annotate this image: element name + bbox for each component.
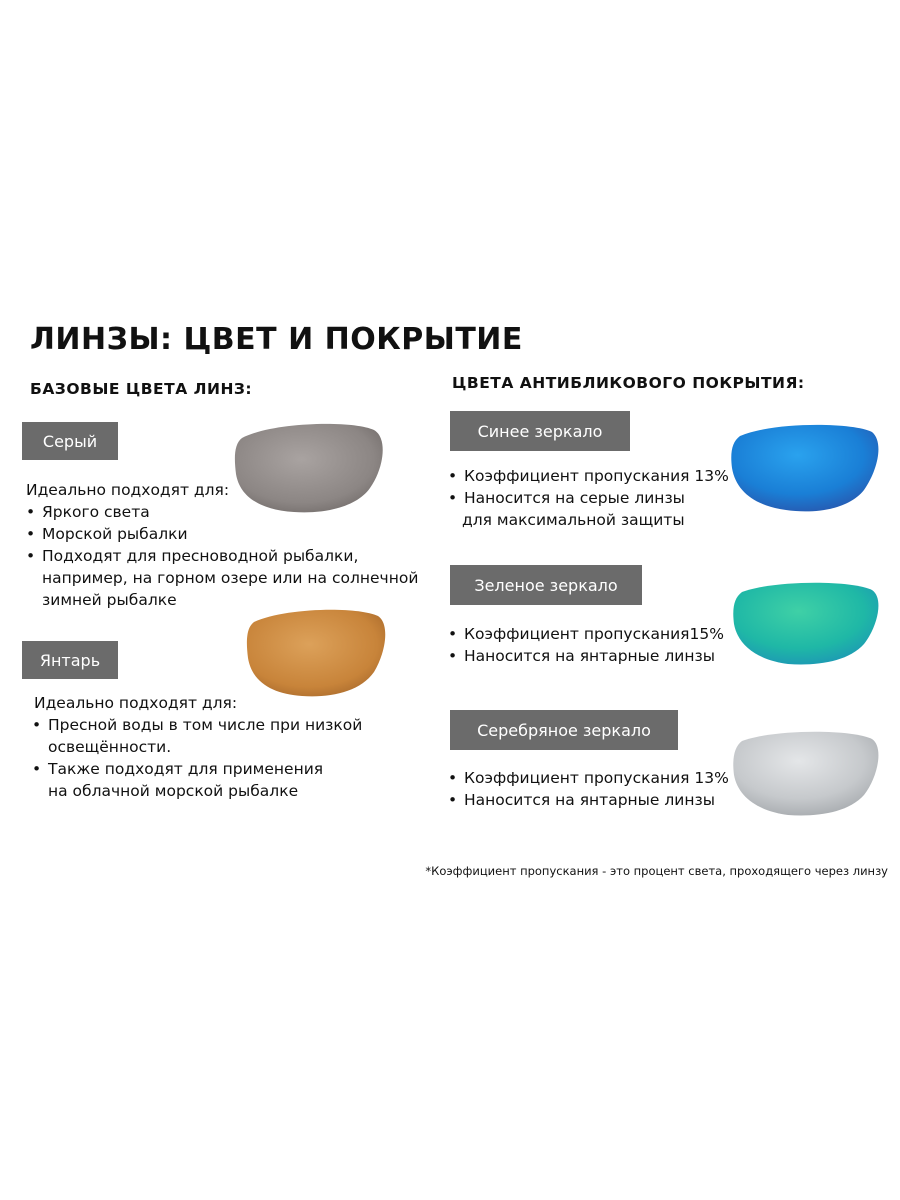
tag-amber: Янтарь — [22, 641, 118, 679]
silver-mirror-bullet-2: • Наносится на янтарные линзы — [446, 789, 729, 811]
grey-bullet-2: • Морской рыбалки — [24, 523, 358, 545]
silver-mirror-bullet-1: • Коэффициент пропускания 13% — [446, 767, 729, 789]
silver-mirror-bullet-list — [446, 767, 729, 811]
green-mirror-bullet-2: • Наносится на янтарные линзы — [446, 645, 724, 667]
amber-bullet-1: • Пресной воды в том числе при низкой — [30, 714, 362, 736]
tag-grey: Серый — [22, 422, 118, 460]
footnote: *Коэффициент пропускания - это процент света, проходящего через линзу — [425, 864, 888, 878]
blue-mirror-bullet-2: • Наносится на серые линзы — [446, 487, 729, 509]
tag-blue-mirror: Синее зеркало — [450, 411, 630, 451]
green-mirror-bullet-list — [446, 623, 724, 667]
green-mirror-lens-image — [730, 578, 880, 668]
amber-lens-image — [244, 606, 388, 700]
silver-mirror-lens-image — [730, 727, 880, 819]
blue-mirror-bullet-2-cont: для максимальной защиты — [462, 511, 685, 529]
amber-bullet-2: • Также подходят для применения — [30, 758, 362, 780]
tag-green-mirror: Зеленое зеркало — [450, 565, 642, 605]
blue-mirror-bullet-list — [446, 465, 729, 509]
base-colors-heading: БАЗОВЫЕ ЦВЕТА ЛИНЗ: — [30, 380, 253, 398]
tag-silver-mirror: Серебряное зеркало — [450, 710, 678, 750]
amber-intro: Идеально подходят для: — [34, 694, 238, 712]
grey-bullet-3-cont-2: зимней рыбалке — [42, 591, 177, 609]
amber-bullet-1-cont: освещённости. — [48, 738, 172, 756]
grey-intro: Идеально подходят для: — [26, 481, 230, 499]
grey-bullet-3-cont-1: например, на горном озере или на солнечной — [42, 569, 419, 587]
amber-bullet-2-cont: на облачной морской рыбалке — [48, 782, 299, 800]
grey-bullet-1: • Яркого света — [24, 501, 358, 523]
coating-colors-heading: ЦВЕТА АНТИБЛИКОВОГО ПОКРЫТИЯ: — [452, 374, 805, 392]
green-mirror-bullet-1: • Коэффициент пропускания15% — [446, 623, 724, 645]
blue-mirror-bullet-1: • Коэффициент пропускания 13% — [446, 465, 729, 487]
blue-mirror-lens-image — [728, 420, 880, 516]
grey-bullet-3: • Подходят для пресноводной рыбалки, — [24, 545, 358, 567]
grey-bullet-list — [24, 501, 358, 567]
page-title: ЛИНЗЫ: ЦВЕТ И ПОКРЫТИЕ — [30, 322, 523, 357]
